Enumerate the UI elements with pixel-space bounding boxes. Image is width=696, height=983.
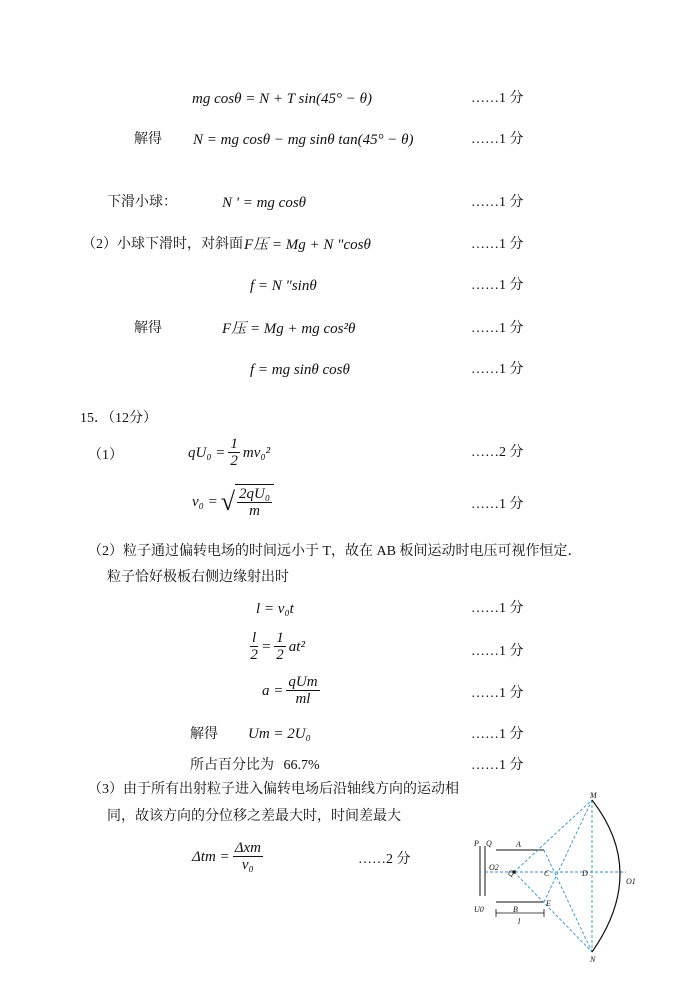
frac-num: Δxm bbox=[234, 840, 261, 856]
label-p: P bbox=[474, 839, 479, 848]
score-mark: ……1 分 bbox=[471, 727, 524, 742]
equation-velocity bbox=[192, 484, 274, 520]
frac-den: v₀ bbox=[241, 857, 254, 873]
label-l: l bbox=[518, 917, 521, 926]
ray-to-n bbox=[514, 872, 592, 952]
equation-kinetic-energy bbox=[188, 436, 270, 469]
part3-line2: 同，故该方向的分位移之差最大时，时间差最大 bbox=[107, 809, 401, 824]
equals-sign: = bbox=[261, 638, 272, 655]
ray-to-m bbox=[514, 800, 592, 872]
part1-label: （1） bbox=[88, 448, 123, 463]
eq8-left: qU₀ = bbox=[188, 444, 226, 461]
label-m: M bbox=[590, 791, 597, 800]
equation-friction: f = N "sinθ bbox=[250, 278, 317, 294]
score-mark: ……1 分 bbox=[471, 362, 524, 377]
label-solve: 解得 bbox=[190, 727, 218, 742]
fraction-half bbox=[228, 436, 240, 469]
score-mark: ……1 分 bbox=[471, 644, 524, 659]
label-b: B bbox=[513, 905, 518, 914]
percent-label: 所占百分比为 bbox=[190, 758, 274, 773]
sqrt-sign bbox=[221, 484, 274, 520]
frac-den: m bbox=[249, 503, 260, 519]
ray-to-e-mirror bbox=[544, 850, 592, 952]
score-mark: ……1 分 bbox=[471, 237, 524, 252]
score-mark: ……1 分 bbox=[471, 195, 524, 210]
label-o1: O1 bbox=[626, 877, 636, 886]
label-sliding-ball: 下滑小球： bbox=[107, 195, 177, 210]
score-mark: ……1 分 bbox=[471, 497, 524, 512]
question-15-heading: 15．（12分） bbox=[80, 411, 157, 426]
frac-num: 1 bbox=[230, 436, 238, 452]
equation-max-voltage: Um = 2U₀ bbox=[248, 726, 311, 742]
frac-den: ml bbox=[295, 691, 311, 707]
percent-value: 66.7% bbox=[283, 758, 320, 773]
frac-num: qUm bbox=[288, 674, 318, 690]
radical-icon: √ bbox=[220, 487, 236, 516]
frac-num: 2qU₀ bbox=[239, 486, 271, 502]
deflection-diagram bbox=[468, 788, 648, 968]
percent-line bbox=[190, 757, 320, 775]
frac-den: 2 bbox=[250, 647, 258, 663]
eq9-left: v₀ = bbox=[192, 494, 218, 510]
fraction bbox=[233, 840, 263, 873]
score-mark: ……1 分 bbox=[471, 601, 524, 616]
frac-den: 2 bbox=[276, 647, 284, 663]
equation-pressure-result: F压 = Mg + mg cos²θ bbox=[222, 321, 356, 337]
equation-acceleration bbox=[262, 674, 320, 707]
part3-line1: （3）由于所有出射粒子进入偏转电场后沿轴线方向的运动相 bbox=[88, 782, 459, 797]
ray-e-to-m bbox=[544, 800, 592, 902]
equation-normal-force: N = mg cosθ − mg sinθ tan(45° − θ) bbox=[193, 132, 414, 148]
label-a: A bbox=[516, 840, 521, 849]
fraction bbox=[286, 674, 319, 707]
equation-length: l = v₀t bbox=[256, 601, 294, 617]
screen-arc bbox=[592, 800, 620, 952]
score-mark: ……1 分 bbox=[471, 91, 524, 106]
score-mark: ……2 分 bbox=[358, 852, 411, 867]
radicand bbox=[235, 484, 274, 520]
frac-den: 2 bbox=[230, 453, 238, 469]
frac-num: 1 bbox=[276, 630, 284, 646]
part2-intro: （2）小球下滑时，对斜面 bbox=[82, 237, 243, 252]
score-mark: ……1 分 bbox=[471, 686, 524, 701]
fraction-l-over-2 bbox=[250, 630, 258, 663]
eq8-right: mv₀² bbox=[242, 444, 271, 461]
eq14-left: Δtm = bbox=[192, 848, 230, 865]
label-d: D bbox=[582, 869, 588, 878]
label-q: Q bbox=[486, 839, 492, 848]
label-solve: 解得 bbox=[134, 132, 162, 147]
score-mark: ……1 分 bbox=[471, 321, 524, 336]
part2-line1: （2）粒子通过偏转电场的时间远小于 T，故在 AB 板间运动时电压可视作恒定． bbox=[88, 544, 582, 559]
equation-normal-sliding: N ' = mg cosθ bbox=[222, 195, 307, 211]
score-mark: ……1 分 bbox=[471, 758, 524, 773]
label-o2: O2 bbox=[489, 863, 499, 872]
equation-force-balance: mg cosθ = N + T sin(45° − θ) bbox=[192, 91, 372, 107]
equation-time-difference bbox=[192, 840, 263, 873]
eq11-tail: at² bbox=[288, 638, 305, 655]
frac-num: l bbox=[252, 630, 257, 646]
equation-displacement bbox=[250, 630, 305, 663]
label-solve: 解得 bbox=[134, 321, 162, 336]
part2-line2: 粒子恰好极板右侧边缘射出时 bbox=[107, 570, 289, 585]
equation-pressure: F压 = Mg + N "cosθ bbox=[244, 237, 371, 253]
label-e: E bbox=[546, 899, 551, 908]
score-mark: ……1 分 bbox=[471, 132, 524, 147]
fraction bbox=[237, 486, 272, 519]
score-mark: ……1 分 bbox=[471, 278, 524, 293]
label-u0: U0 bbox=[474, 905, 484, 914]
label-c: C bbox=[544, 869, 550, 878]
eq12-left: a = bbox=[262, 682, 284, 699]
label-q-center: Q bbox=[508, 869, 514, 878]
score-mark: ……2 分 bbox=[471, 445, 524, 460]
fraction-half bbox=[274, 630, 286, 663]
label-n: N bbox=[590, 955, 596, 964]
equation-friction-result: f = mg sinθ cosθ bbox=[250, 362, 350, 378]
